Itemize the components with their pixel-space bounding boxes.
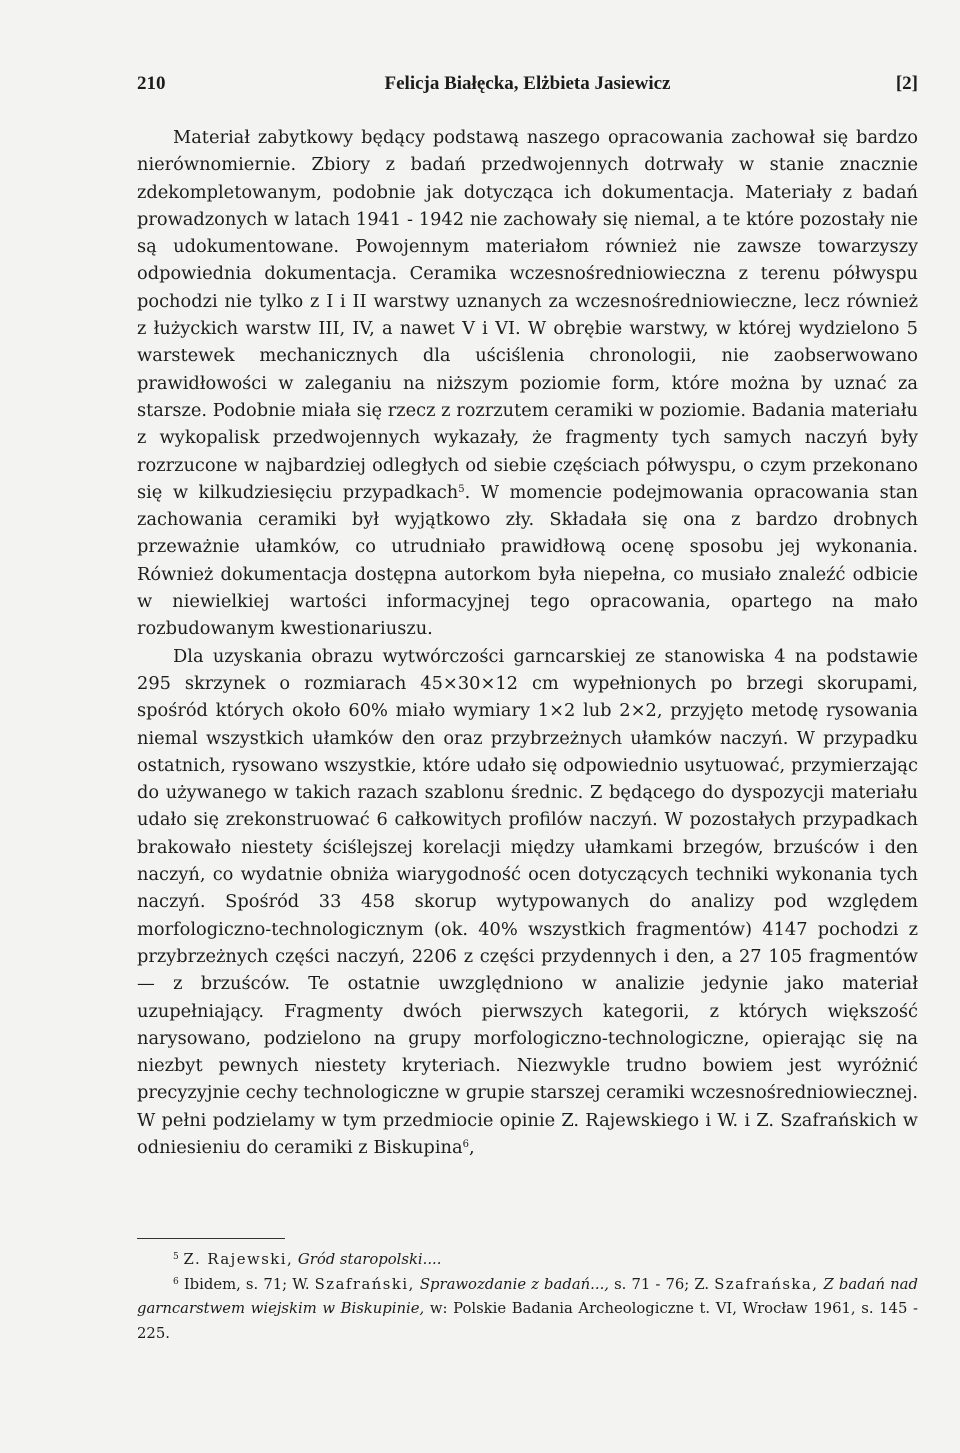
paragraph-2-text-b: , bbox=[468, 1136, 475, 1158]
footnotes bbox=[137, 1248, 918, 1346]
footnote-6-text-c: w: Polskie Badania Archeologiczne t. VI, Wrocław 1961, s. 145 - 225. bbox=[137, 1300, 918, 1342]
footnote-6-number: 6 bbox=[173, 1276, 179, 1287]
footnote-6-title-1: Sprawozdanie z badań..., bbox=[419, 1275, 609, 1293]
footnote-5-author: Z. Rajewski, bbox=[183, 1251, 294, 1268]
footnote-separator bbox=[137, 1238, 285, 1239]
footnote-6-title-2: Z badań nad garncarstwem wiejskim w Biskupinie, bbox=[137, 1275, 918, 1317]
footnote-6-author-1: Szafrański, bbox=[314, 1275, 415, 1293]
footnote-ref-5: 5 bbox=[458, 483, 465, 495]
section-number: [2] bbox=[895, 73, 918, 94]
footnote-5 bbox=[137, 1248, 918, 1273]
footnote-6-text-b: s. 71 - 76; Z. bbox=[614, 1275, 710, 1293]
page-number: 210 bbox=[137, 73, 166, 94]
footnote-ref-6: 6 bbox=[462, 1138, 469, 1150]
footnote-6-author-2: Szafrańska, bbox=[714, 1275, 819, 1293]
footnote-5-number: 5 bbox=[173, 1252, 179, 1262]
paragraph-1 bbox=[137, 124, 918, 643]
footnote-6-text-a: Ibidem, s. 71; W. bbox=[183, 1275, 310, 1293]
running-header bbox=[137, 72, 918, 96]
body-text bbox=[137, 124, 918, 1161]
footnote-6 bbox=[137, 1273, 918, 1347]
running-header-authors: Felicja Białęcka, Elżbieta Jasiewicz bbox=[384, 73, 671, 94]
paragraph-1-text-a: Materiał zabytkowy będący podstawą naszego opracowania zachował się bardzo nierównomiernie. Zbiory z badań przedwojennych dotrwały w stanie znacznie zdekompletowanym, podobnie jak dotycząca ich dokumentacja. Materiały z badań prowadzonych w latach 1941 - 1942 nie zachowały się niemal, a te które pozostały nie są udokumentowane. Powojennym materiałom również nie zawsze towarzyszy odpowiednia dokumentacja. Ceramika wczesnośredniowieczna z terenu półwyspu pochodzi nie tylko z I i II warstwy uznanych za wczesnośredniowieczne, lecz również z łużyckich warstw III, IV, a nawet V i VI. W obrębie warstwy, w której wydzielono 5 warstewek mechanicznych dla uściślenia chronologii, nie zaobserwowano prawidłowości w zaleganiu na niższym poziomie form, które można by uznać za starsze. Podobnie miała się rzecz z rozrzutem ceramiki w poziomie. Badania materiału z wykopalisk przedwojennych wykazały, że fragmenty tych samych naczyń były rozrzucone w najbardziej odległych od siebie częściach półwyspu, o czym przekonano się w kilkudziesięciu przypadkach bbox=[137, 127, 918, 503]
paragraph-1-text-b: . W momencie podejmowania opracowania stan zachowania ceramiki był wyjątkowo zły. Składała się ona z bardzo drobnych przeważnie ułamków, co utrudniało prawidłową ocenę sposobu jej wykonania. Również dokumentacja dostępna autorkom była niepełna, co musiało znaleźć odbicie w niewielkiej wartości informacyjnej tego opracowania, opartego na mało rozbudowanym kwestionariuszu. bbox=[137, 481, 918, 640]
paragraph-2-text-a: Dla uzyskania obrazu wytwórczości garncarskiej ze stanowiska 4 na podstawie 295 skrzynek o rozmiarach 45×30×12 cm wypełnionych po brzegi skorupami, spośród których około 60% miało wymiary 1×2 lub 2×2, przyjęto metodę rysowania niemal wszystkich ułamków den oraz przybrzeżnych ułamków naczyń. W przypadku ostatnich, rysowano wszystkie, które udało się odpowiednio usytuować, przymierzając do używanego w takich razach szablonu średnic. Z będącego do dyspozycji materiału udało się zrekonstruować 6 całkowitych profilów naczyń. W pozostałych przypadkach brakowało niestety ściślejszej korelacji między ułamkami brzegów, brzuśców i den naczyń, co wydatnie obniża wiarygodność ocen dotyczących techniki wykonania tych naczyń. Spośród 33 458 skorup wytypowanych do analizy pod względem morfologiczno-technologicznym (ok. 40% wszystkich fragmentów) 4147 pochodzi z przybrzeżnych części naczyń, 2206 z części przydennych i den, a 27 105 fragmentów — z brzuśców. Te ostatnie uwzględniono w analizie jedynie jako materiał uzupełniający. Fragmenty dwóch pierwszych kategorii, z których większość narysowano, podzielono na grupy morfologiczno-technologiczne, opierając się na niezbyt pewnych niestety kryteriach. Niezwykle trudno bowiem jest wyróżnić precyzyjnie cechy technologiczne w grupie starszej ceramiki wczesnośredniowiecznej. W pełni podzielamy w tym przedmiocie opinie Z. Rajewskiego i W. i Z. Szafrańskich w odniesieniu do ceramiki z Biskupina bbox=[137, 645, 918, 1158]
paragraph-2 bbox=[137, 643, 918, 1162]
footnote-5-title: Gród staropolski.... bbox=[297, 1251, 442, 1268]
